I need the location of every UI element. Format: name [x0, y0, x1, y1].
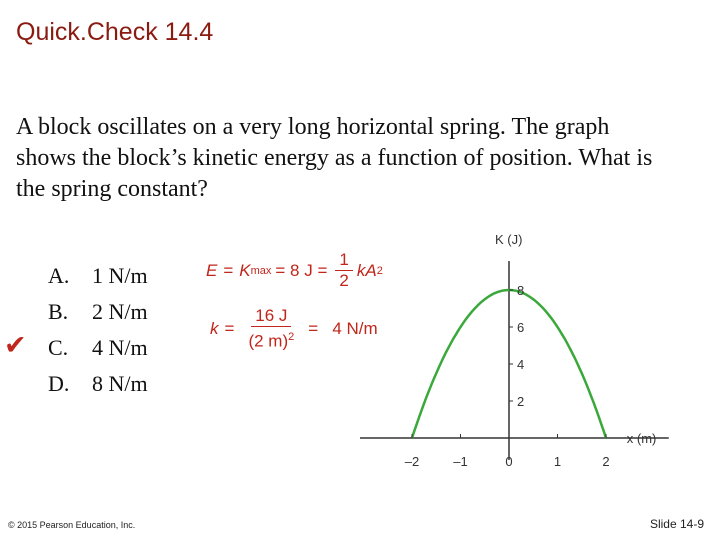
- fraction-denominator: [244, 327, 298, 352]
- eq-superscript: 2: [288, 331, 295, 343]
- choice-text: 8 N/m: [92, 371, 148, 396]
- chart-axes: [360, 232, 669, 460]
- choice-c[interactable]: [48, 330, 148, 366]
- choice-letter: C.: [48, 335, 69, 360]
- choice-text: 2 N/m: [92, 299, 148, 324]
- fraction-numerator: 1: [335, 250, 352, 271]
- x-tick-label: 2: [602, 454, 610, 469]
- eq-operator: =: [223, 260, 234, 280]
- copyright-footer: © 2015 Pearson Education, Inc.: [8, 520, 136, 530]
- x-tick-label: 0: [505, 454, 513, 469]
- eq-text: = 8 J =: [275, 260, 328, 280]
- eq-symbol: K: [239, 260, 251, 280]
- kinetic-energy-chart: [355, 228, 695, 478]
- eq-operator: =: [224, 318, 235, 338]
- choice-letter: A.: [48, 263, 70, 288]
- choice-a[interactable]: [48, 258, 148, 294]
- choice-b[interactable]: [48, 294, 148, 330]
- choice-d[interactable]: [48, 366, 148, 402]
- y-tick-label: 2: [517, 394, 525, 409]
- eq-symbol: k: [210, 318, 219, 338]
- choice-letter: D.: [48, 371, 70, 396]
- slide-number: Slide 14-9: [649, 517, 704, 531]
- choice-text: 1 N/m: [92, 263, 148, 288]
- slide-title: Quick.Check 14.4: [16, 18, 214, 46]
- fraction: [244, 306, 298, 352]
- y-axis-label: K (J): [495, 232, 523, 247]
- question-text: A block oscillates on a very long horizontal spring. The graph shows the block’s kinetic energy as a function of position. What is the spring constant?: [16, 114, 653, 202]
- y-tick-label: 4: [517, 357, 525, 372]
- eq-superscript: 2: [376, 264, 383, 277]
- choice-text: 4 N/m: [92, 335, 148, 360]
- checkmark-icon: ✔: [4, 330, 27, 361]
- x-tick-label: 1: [553, 454, 562, 469]
- choice-letter: B.: [48, 299, 69, 324]
- answer-choices: [48, 258, 148, 402]
- eq-subscript: max: [250, 264, 272, 277]
- x-axis-label: x (m): [626, 431, 657, 446]
- eq-symbol: E: [206, 260, 218, 280]
- x-tick-label: –2: [404, 454, 420, 469]
- x-tick-label: –1: [453, 454, 468, 469]
- eq-symbol: kA: [356, 260, 377, 280]
- y-tick-label: 6: [517, 320, 525, 335]
- spring-constant-equation: [210, 306, 378, 352]
- denominator-text: (2 m): [248, 331, 289, 351]
- fraction-denominator: 2: [339, 271, 349, 290]
- eq-result: = 4 N/m: [308, 318, 378, 338]
- fraction-numerator: 16 J: [251, 306, 291, 327]
- y-tick-label: 8: [517, 283, 525, 298]
- fraction: [335, 250, 352, 291]
